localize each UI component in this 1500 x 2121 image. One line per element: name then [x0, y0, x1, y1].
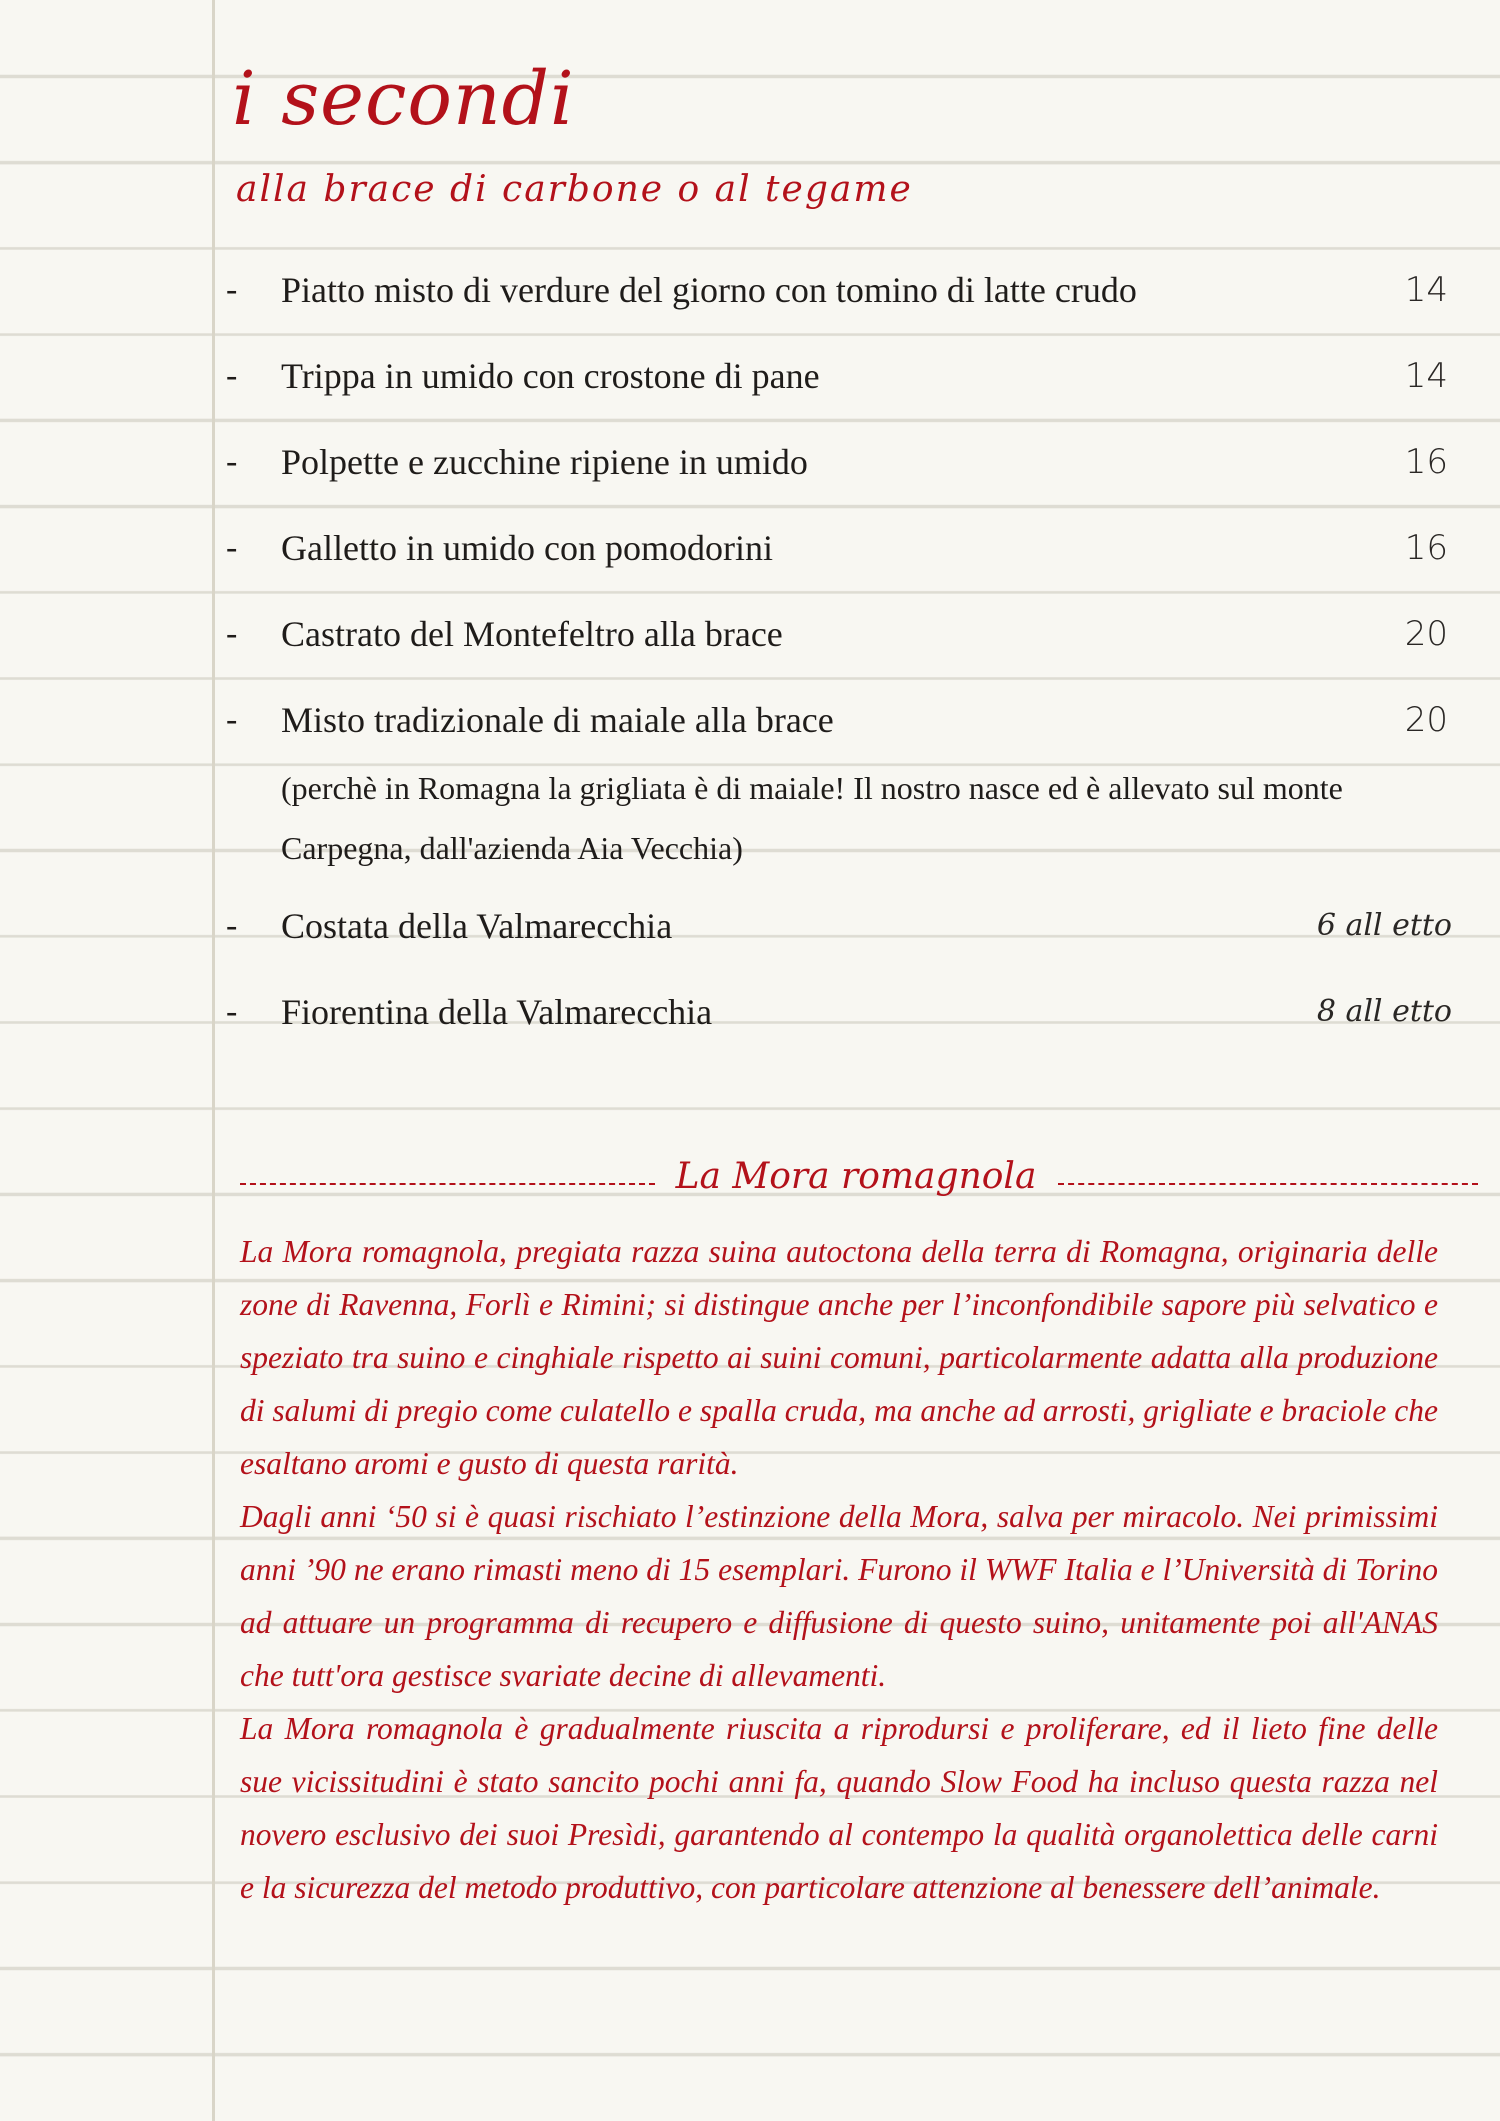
item-price: 8 all etto [1316, 994, 1452, 1029]
item-price: 20 [1404, 700, 1448, 740]
item-price: 14 [1404, 356, 1448, 396]
mora-description [240, 1225, 1438, 1914]
item-name: Polpette e zucchine ripiene in umido [281, 442, 808, 482]
menu-item [0, 522, 1500, 582]
item-price: 14 [1404, 270, 1448, 310]
dashed-divider [240, 1183, 655, 1185]
item-bullet: - [226, 443, 238, 480]
menu-item [0, 694, 1500, 754]
item-bullet: - [226, 907, 238, 944]
menu-item [0, 986, 1500, 1046]
menu-item [0, 436, 1500, 496]
item-bullet: - [226, 615, 238, 652]
item-name: Costata della Valmarecchia [281, 906, 673, 946]
item-bullet: - [226, 993, 238, 1030]
menu-item [0, 350, 1500, 410]
item-price: 6 all etto [1316, 908, 1452, 943]
item-name: Piatto misto di verdure del giorno con tomino di latte crudo [281, 270, 1137, 310]
menu-item [0, 608, 1500, 668]
item-name: Fiorentina della Valmarecchia [281, 992, 713, 1032]
item-bullet: - [226, 357, 238, 394]
item-price: 20 [1404, 614, 1448, 654]
item-bullet: - [226, 271, 238, 308]
mora-paragraph: La Mora romagnola, pregiata razza suina autoctona della terra di Romagna, originaria delle zone di Ravenna, Forlì e Rimini; si distingue anche per l’inconfondibile sapore più selvatico e speziato tra suino e cinghiale rispetto ai suini comuni, particolarmente adatta alla produzione di salumi di pregio come culatello e spalla cruda, ma anche ad arrosti, grigliate e braciole che esaltano aromi e gusto di questa rarità. [240, 1234, 1438, 1481]
item-price: 16 [1404, 442, 1448, 482]
item-bullet: - [226, 529, 238, 566]
page-title: i secondi [232, 56, 575, 142]
page-subtitle: alla brace di carbone o al tegame [236, 169, 913, 210]
mora-section-heading [240, 1150, 1440, 1206]
item-name: Misto tradizionale di maiale alla brace [281, 700, 834, 740]
item-bullet: - [226, 701, 238, 738]
item-price: 16 [1404, 528, 1448, 568]
mora-paragraph: Dagli anni ‘50 si è quasi rischiato l’estinzione della Mora, salva per miracolo. Nei primissimi anni ’90 ne erano rimasti meno di 15 esemplari. Furono il WWF Italia e l’Università di Torino ad attuare un programma di recupero e diffusione di questo suino, unitamente poi all'ANAS che tutt'ora gestisce svariate decine di allevamenti. [240, 1499, 1438, 1693]
dashed-divider [1058, 1183, 1478, 1185]
menu-item [0, 900, 1500, 960]
item-name: Galletto in umido con pomodorini [281, 528, 773, 568]
item-note: (perchè in Romagna la grigliata è di maiale! Il nostro nasce ed è allevato sul monte Carpegna, dall'azienda Aia Vecchia) [281, 770, 1343, 866]
mora-heading-label: La Mora romagnola [675, 1156, 1037, 1197]
mora-paragraph: La Mora romagnola è gradualmente riuscita a riprodursi e proliferare, ed il lieto fine delle sue vicissitudini è stato sancito pochi anni fa, quando Slow Food ha incluso questa razza nel novero esclusivo dei suoi Presìdi, garantendo al contempo la qualità organolettica delle carni e la sicurezza del metodo produttivo, con particolare attenzione al benessere dell’animale. [240, 1711, 1438, 1905]
menu-item [0, 264, 1500, 324]
item-name: Trippa in umido con crostone di pane [281, 356, 820, 396]
item-name: Castrato del Montefeltro alla brace [281, 614, 783, 654]
